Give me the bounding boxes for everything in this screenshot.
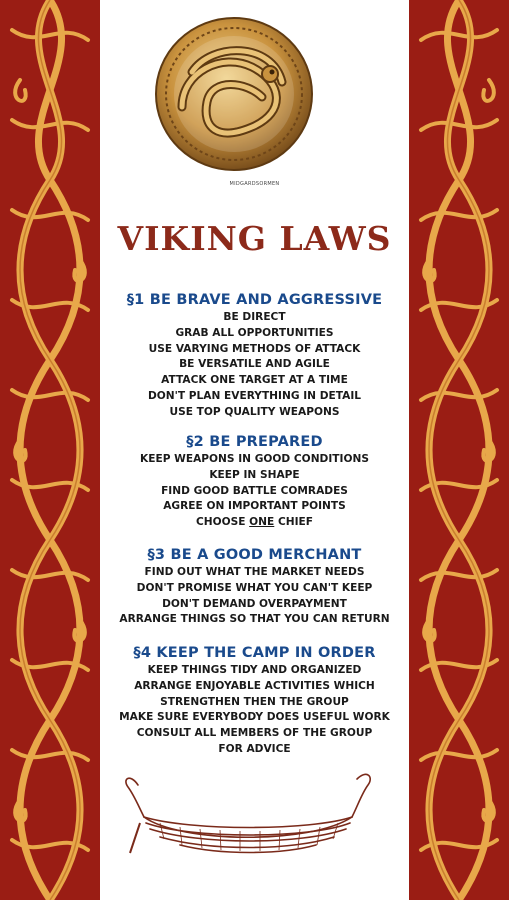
law-item: DON'T PROMISE WHAT YOU CAN'T KEEP: [136, 581, 373, 594]
law-item-prefix: CHOOSE: [195, 516, 250, 529]
law-item: GRAB ALL OPPORTUNITIES: [175, 326, 334, 339]
knotwork-pattern-right: [409, 0, 509, 900]
law-item: FOR ADVICE: [218, 742, 291, 755]
law-item: KEEP THINGS TIDY AND ORGANIZED: [147, 664, 362, 676]
brooch-caption: MIDGARDSORMEN: [229, 181, 280, 187]
law-item: BE VERSATILE AND AGILE: [179, 358, 330, 371]
law-item: AGREE ON IMPORTANT POINTS: [163, 500, 346, 513]
page-title: VIKING LAWS: [117, 219, 392, 258]
law-heading: §4 KEEP THE CAMP IN ORDER: [133, 645, 376, 661]
law-item: DON'T PLAN EVERYTHING IN DETAIL: [147, 389, 362, 402]
law-item: ARRANGE ENJOYABLE ACTIVITIES WHICH: [134, 679, 375, 692]
viking-ship-icon: [120, 765, 375, 865]
law-heading: §2 BE PREPARED: [186, 434, 323, 450]
law-item: USE TOP QUALITY WEAPONS: [169, 405, 340, 418]
law-item: DON'T DEMAND OVERPAYMENT: [162, 597, 347, 610]
law-section-3: [100, 545, 409, 628]
right-knotwork-border: [409, 0, 509, 900]
content-panel: [100, 0, 409, 900]
serpent-brooch-icon: [152, 12, 316, 176]
law-heading: §3 BE A GOOD MERCHANT: [147, 547, 362, 563]
law-items: [100, 452, 409, 531]
law-section-2: [100, 432, 409, 531]
law-heading: §1 BE BRAVE AND AGGRESSIVE: [126, 292, 383, 308]
law-item: KEEP IN SHAPE: [209, 468, 300, 481]
law-section-4: [100, 643, 409, 758]
law-items: [100, 663, 409, 758]
left-knotwork-border: [0, 0, 100, 900]
law-item: BE DIRECT: [223, 311, 286, 323]
law-item: FIND GOOD BATTLE COMRADES: [161, 484, 348, 497]
law-item: USE VARYING METHODS OF ATTACK: [148, 342, 361, 355]
law-item: ARRANGE THINGS SO THAT YOU CAN RETURN: [119, 613, 390, 626]
law-item: ATTACK ONE TARGET AT A TIME: [161, 374, 348, 387]
law-items: [100, 310, 409, 421]
law-item: [100, 515, 409, 531]
knotwork-pattern-left: [0, 0, 100, 900]
law-item-suffix: CHIEF: [274, 516, 314, 529]
law-item: CONSULT ALL MEMBERS OF THE GROUP: [136, 727, 373, 740]
law-item: MAKE SURE EVERYBODY DOES USEFUL WORK: [119, 711, 390, 724]
law-section-1: [100, 290, 409, 421]
law-item: KEEP WEAPONS IN GOOD CONDITIONS: [140, 453, 369, 465]
law-item-emphasis: ONE: [249, 516, 275, 529]
law-items: [100, 565, 409, 628]
law-item: STRENGTHEN THEN THE GROUP: [160, 695, 349, 708]
law-item: FIND OUT WHAT THE MARKET NEEDS: [144, 566, 365, 578]
